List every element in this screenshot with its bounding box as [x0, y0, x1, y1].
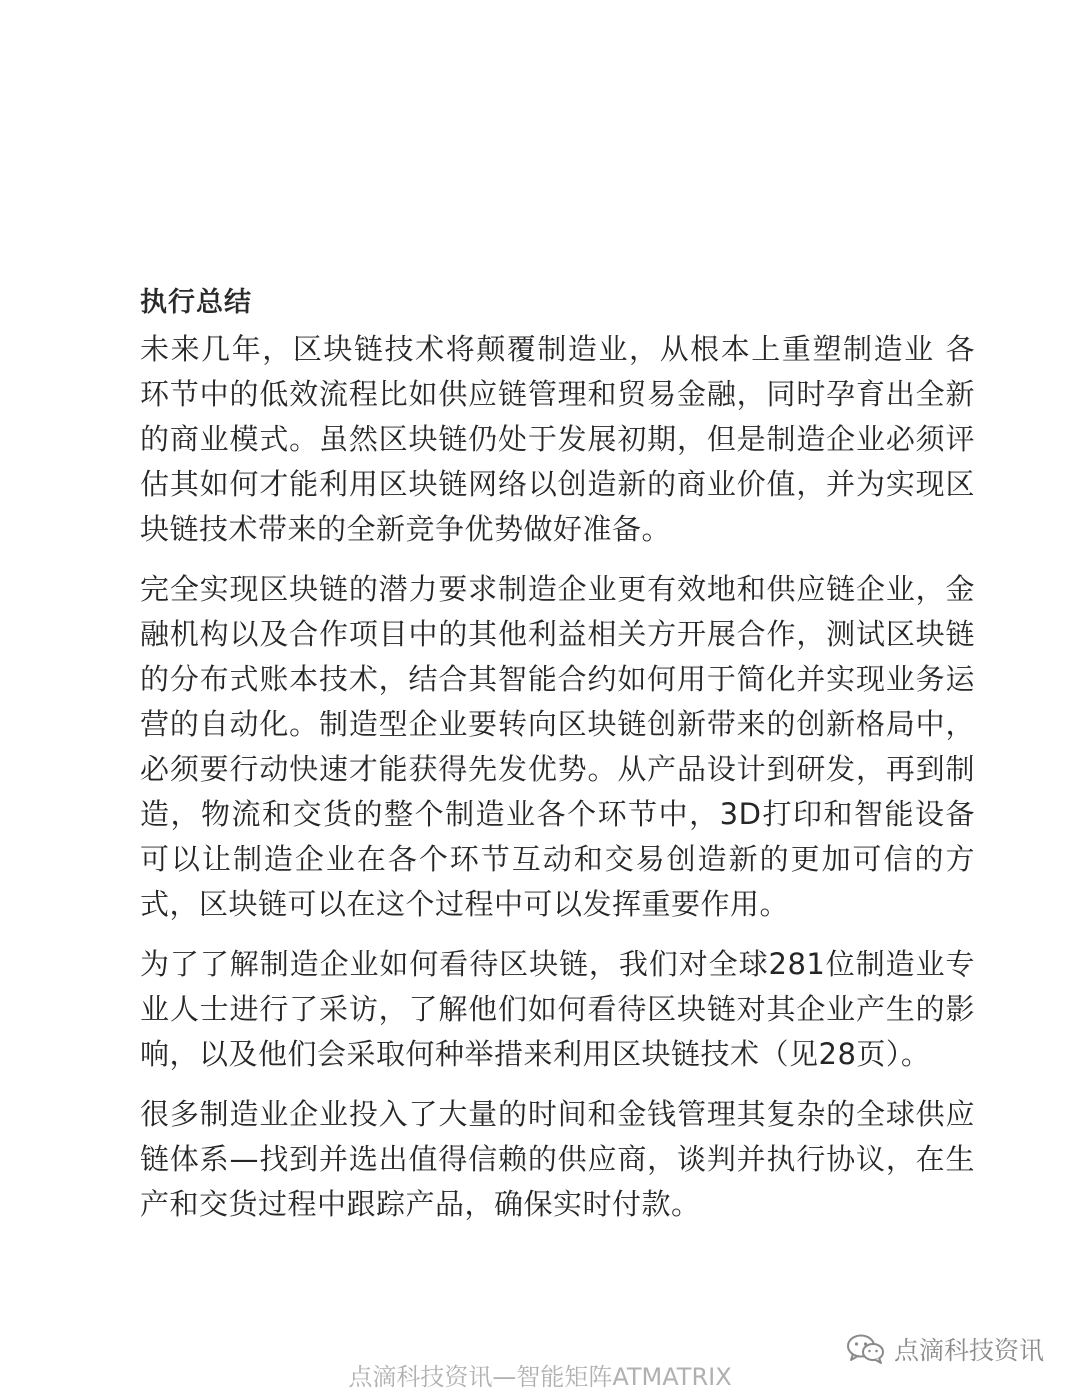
paragraph-2: 完全实现区块链的潜力要求制造企业更有效地和供应链企业，金融机构以及合作项目中的其他利益相关方开展合作，测试区块链的分布式账本技术，结合其智能合约如何用于简化并实现业务运营的自动化。制造型企业要转向区块链创新带来的创新格局中，必须要行动快速才能获得先发优势。从产品设计到研发，再到制造，物流和交货的整个制造业各个环节中，3D打印和智能设备可以让制造企业在各个环节互动和交易创造新的更加可信的方式，区块链可以在这个过程中可以发挥重要作用。: [140, 572, 975, 921]
document-body: [140, 283, 975, 1242]
section-heading: 执行总结: [140, 287, 252, 318]
watermark-text: 点滴科技资讯: [893, 1336, 1044, 1365]
paragraph-3: 为了了解制造企业如何看待区块链，我们对全球281位制造业专业人士进行了采访，了解他们如何看待区块链对其企业产生的影响，以及他们会采取何种举措来利用区块链技术（见28页）。: [140, 947, 975, 1071]
paragraph-4: 很多制造业企业投入了大量的时间和金钱管理其复杂的全球供应链体系—找到并选出值得信赖的供应商，谈判并执行协议，在生产和交货过程中跟踪产品，确保实时付款。: [140, 1097, 975, 1221]
footer-caption: 点滴科技资讯—智能矩阵ATMATRIX: [348, 1363, 732, 1391]
paragraph-1: 未来几年，区块链技术将颠覆制造业，从根本上重塑制造业 各环节中的低效流程比如供应链管理和贸易金融，同时孕育出全新的商业模式。虽然区块链仍处于发展初期，但是制造企业必须评估其如何才能利用区块链网络以创造新的商业价值，并为实现区块链技术带来的全新竞争优势做好准备。: [140, 332, 975, 546]
